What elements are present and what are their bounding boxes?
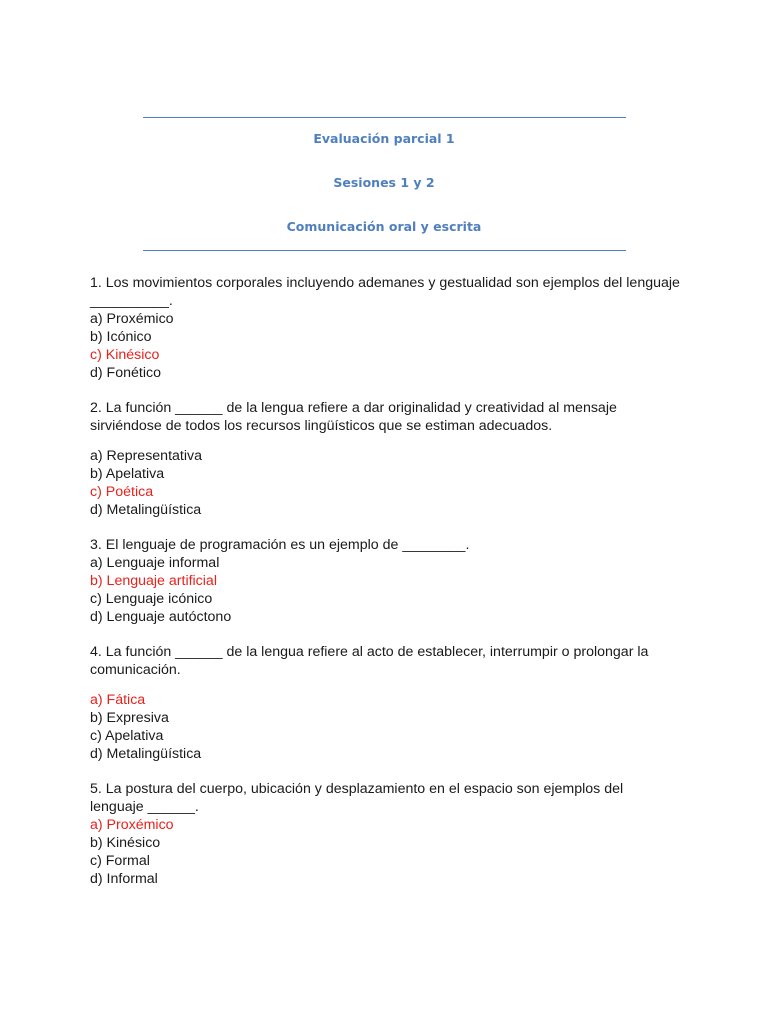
question-2-options [90, 447, 680, 519]
question-1 [90, 274, 680, 382]
option-b: b) Expresiva [90, 710, 169, 726]
option-b-correct: b) Lenguaje artificial [90, 573, 217, 589]
question-1-options [90, 310, 680, 382]
question-3 [90, 536, 680, 626]
question-5 [90, 780, 680, 888]
option-d: d) Metalingüística [90, 746, 202, 762]
option-c-correct: c) Kinésico [90, 347, 160, 363]
option-b: b) Kinésico [90, 835, 161, 851]
option-b: b) Apelativa [90, 466, 165, 482]
question-5-stem: 5. La postura del cuerpo, ubicación y desplazamiento en el espacio son ejemplos del lenguaje ______. [90, 781, 624, 815]
option-a-correct: a) Fática [90, 692, 146, 708]
option-c: c) Formal [90, 853, 150, 869]
page-title: Evaluación parcial 1 [313, 131, 455, 146]
option-a: a) Representativa [90, 448, 202, 464]
question-3-stem: 3. El lenguaje de programación es un ejemplo de ________. [90, 537, 470, 553]
option-d: d) Fonético [90, 365, 161, 381]
sessions-subtitle: Sesiones 1 y 2 [333, 175, 435, 190]
option-b: b) Icónico [90, 329, 152, 345]
question-4-stem: 4. La función ______ de la lengua refiere al acto de establecer, interrumpir o prolongar la comunicación. [90, 644, 649, 678]
option-c: c) Lenguaje icónico [90, 591, 213, 607]
option-c-correct: c) Poética [90, 484, 154, 500]
question-5-options [90, 816, 680, 888]
course-name: Comunicación oral y escrita [286, 219, 482, 234]
question-4-options [90, 691, 680, 763]
option-a-correct: a) Proxémico [90, 817, 174, 833]
question-4 [90, 643, 680, 763]
header-bottom-rule [143, 250, 626, 251]
option-d: d) Lenguaje autóctono [90, 609, 232, 625]
option-c: c) Apelativa [90, 728, 164, 744]
option-a: a) Lenguaje informal [90, 555, 220, 571]
header-top-rule [143, 117, 626, 118]
option-d: d) Metalingüística [90, 502, 202, 518]
question-1-stem: 1. Los movimientos corporales incluyendo ademanes y gestualidad son ejemplos del lenguaje __________. [90, 275, 680, 309]
question-3-options [90, 554, 680, 626]
question-list [90, 274, 680, 905]
question-2 [90, 399, 680, 519]
option-d: d) Informal [90, 871, 158, 887]
option-a: a) Proxémico [90, 311, 174, 327]
question-2-stem: 2. La función ______ de la lengua refiere a dar originalidad y creatividad al mensaje sirviéndose de todos los recursos lingüísticos que se estiman adecuados. [90, 400, 617, 434]
